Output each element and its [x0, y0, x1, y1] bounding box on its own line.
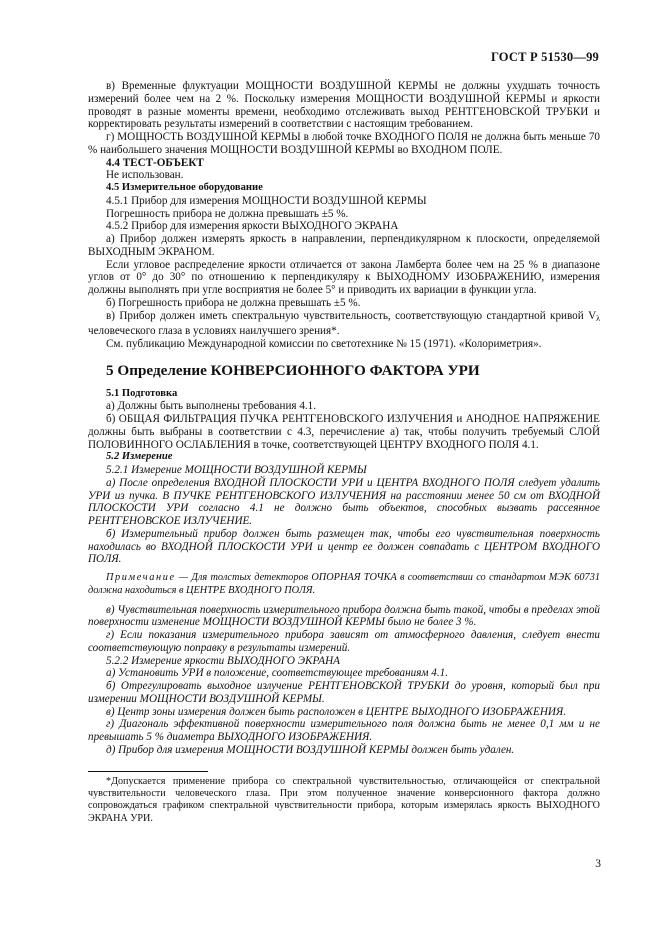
paragraph: в) Центр зоны измерения должен быть расположен в ЦЕНТРЕ ВЫХОДНОГО ИЗОБРАЖЕНИЯ.: [106, 705, 567, 718]
paragraph: г) Диагональ эффективной поверхности измерительного поля должна быть не менее 0,1 мм и не превышать 5 % диаметра ВЫХОДНОГО ИЗОБРАЖЕНИЯ.: [88, 718, 600, 743]
paragraph: б) Погрешность прибора не должна превышать ±5 %.: [106, 296, 361, 309]
note-text: — Для толстых детекторов ОПОРНАЯ ТОЧКА в соответствии со стандартом МЭК 60731 должна находиться в ЦЕНТРЕ ВХОДНОГО ПОЛЯ.: [88, 572, 600, 596]
subsection-heading-4-4: 4.4 ТЕСТ-ОБЪЕКТ: [106, 156, 204, 169]
paragraph: а) Прибор должен измерять яркость в направлении, перпендикулярном к плоскости, определяемой ВЫХОДНЫМ ЭКРАНОМ.: [88, 233, 600, 258]
paragraph: Если угловое распределение яркости отличается от закона Ламберта более чем на 25 % в диапазоне углов от 0° до 30° по отношению к перпендикуляру к ВЫХОДНОМУ ИЗОБРАЖЕНИЮ, измерения должны выполнять при угле восприятия не более 5° и приводить их вариации в функции угла.: [88, 258, 600, 296]
paragraph: б) Измерительный прибор должен быть размещен так, чтобы его чувствительная поверхность находилась во ВХОДНОЙ ПЛОСКОСТИ УРИ и центр ее должен совпадать с ЦЕНТРОМ ВХОДНОГО ПОЛЯ.: [88, 527, 600, 566]
paragraph: а) Установить УРИ в положение, соответствующее требованиям 4.1.: [106, 667, 448, 680]
main-text: [88, 80, 600, 757]
clause-5-2-1: 5.2.1 Измерение МОЩНОСТИ ВОЗДУШНОЙ КЕРМЫ: [106, 464, 367, 476]
document-header: ГОСТ Р 51530—99: [490, 50, 599, 64]
clause-4-5-2: 4.5.2 Прибор для измерения яркости ВЫХОДНОГО ЭКРАНА: [106, 220, 399, 233]
paragraph: д) Прибор для измерения МОЩНОСТИ ВОЗДУШНОЙ КЕРМЫ должен быть удален.: [106, 743, 515, 756]
paragraph: в) Временные флуктуации МОЩНОСТИ ВОЗДУШНОЙ КЕРМЫ не должны ухудшать точность измерений более чем на 2 %. Поскольку измерения МОЩНОСТИ ВОЗДУШНОЙ КЕРМЫ и яркости проводят в разные моменты времени, необходимо отслеживать выход РЕНТГЕНОВСКОЙ ТРУБКИ и корректировать результаты измерений в соответствии с настоящим требованием.: [88, 80, 600, 131]
paragraph: в) Чувствительная поверхность измерительного прибора должна быть такой, чтобы в пределах этой поверхности изменение МОЩНОСТИ ВОЗДУШНОЙ КЕРМЫ было не более 3 %.: [88, 603, 600, 629]
clause-5-2-2: 5.2.2 Измерение яркости ВЫХОДНОГО ЭКРАНА: [106, 654, 340, 667]
note: [88, 572, 600, 598]
paragraph: г) МОЩНОСТЬ ВОЗДУШНОЙ КЕРМЫ в любой точке ВХОДНОГО ПОЛЯ не должна быть меньше 70 % наибольшего значения МОЩНОСТИ ВОЗДУШНОЙ КЕРМЫ во ВХОДНОМ ПОЛЕ.: [88, 131, 600, 156]
paragraph-part: в) Прибор должен иметь спектральную чувствительность, соответствующую стандартной кривой V: [106, 309, 597, 322]
subsection-heading-5-2: 5.2 Измерение: [106, 451, 173, 463]
subsection-heading-4-5: 4.5 Измерительное оборудование: [106, 182, 263, 193]
paragraph-part: человеческого глаза в условиях наилучшего зрения*.: [88, 325, 340, 338]
footnote-divider: [88, 771, 208, 772]
footnote: [88, 776, 600, 825]
paragraph: б) ОБЩАЯ ФИЛЬТРАЦИЯ ПУЧКА РЕНТГЕНОВСКОГО ИЗЛУЧЕНИЯ и АНОДНОЕ НАПРЯЖЕНИЕ должны быть выбраны в соответствии с 4.3, перечисление а) так, чтобы получить требуемый СЛОЙ ПОЛОВИННОГО ОСЛАБЛЕНИЯ в точке, соответствующей ЦЕНТРУ ВХОДНОГО ПОЛЯ 4.1.: [88, 413, 600, 451]
section-heading-5: 5 Определение КОНВЕРСИОННОГО ФАКТОРА УРИ: [106, 361, 480, 379]
paragraph: См. публикацию Международной комиссии по светотехнике № 15 (1971). «Колориметрия».: [106, 338, 542, 350]
paragraph: Не использован.: [106, 169, 184, 182]
lambda-subscript: λ: [596, 313, 600, 323]
subsection-heading-5-1: 5.1 Подготовка: [106, 387, 178, 399]
page-number: 3: [595, 858, 601, 870]
footnote-text: *Допускается применение прибора со спектральной чувствительностью, отличающейся от спектральной чувствительности человеческого глаза. При этом полученное значение конверсионного фактора должно сопровождаться графиком спектральной чувствительности прибора, которым измерялась яркость ВЫХОДНОГО ЭКРАНА УРИ.: [88, 776, 600, 824]
paragraph: а) Должны быть выполнены требования 4.1.: [106, 400, 317, 413]
paragraph: б) Отрегулировать выходное излучение РЕНТГЕНОВСКОЙ ТРУБКИ до уровня, который был при измерении МОЩНОСТИ ВОЗДУШНОЙ КЕРМЫ.: [88, 680, 600, 705]
paragraph: г) Если показания измерительного прибора зависят от атмосферного давления, следует внести соответствующую поправку в результаты измерений.: [88, 629, 600, 654]
clause-4-5-1: 4.5.1 Прибор для измерения МОЩНОСТИ ВОЗДУШНОЙ КЕРМЫ: [106, 194, 427, 207]
paragraph: [88, 310, 600, 339]
note-label: Примечание: [106, 572, 176, 583]
paragraph: а) После определения ВХОДНОЙ ПЛОСКОСТИ УРИ и ЦЕНТРА ВХОДНОГО ПОЛЯ следует удалить УРИ из пучка. В ПУЧКЕ РЕНТГЕНОВСКОГО ИЗЛУЧЕНИЯ на расстоянии менее 50 см от ВХОДНОЙ ПЛОСКОСТИ УРИ согласно 4.1 не должно быть объектов, способных вызвать рассеянное РЕНТГЕНОВСКОЕ ИЗЛУЧЕНИЕ.: [88, 476, 600, 527]
paragraph: Погрешность прибора не должна превышать ±5 %.: [106, 207, 349, 220]
